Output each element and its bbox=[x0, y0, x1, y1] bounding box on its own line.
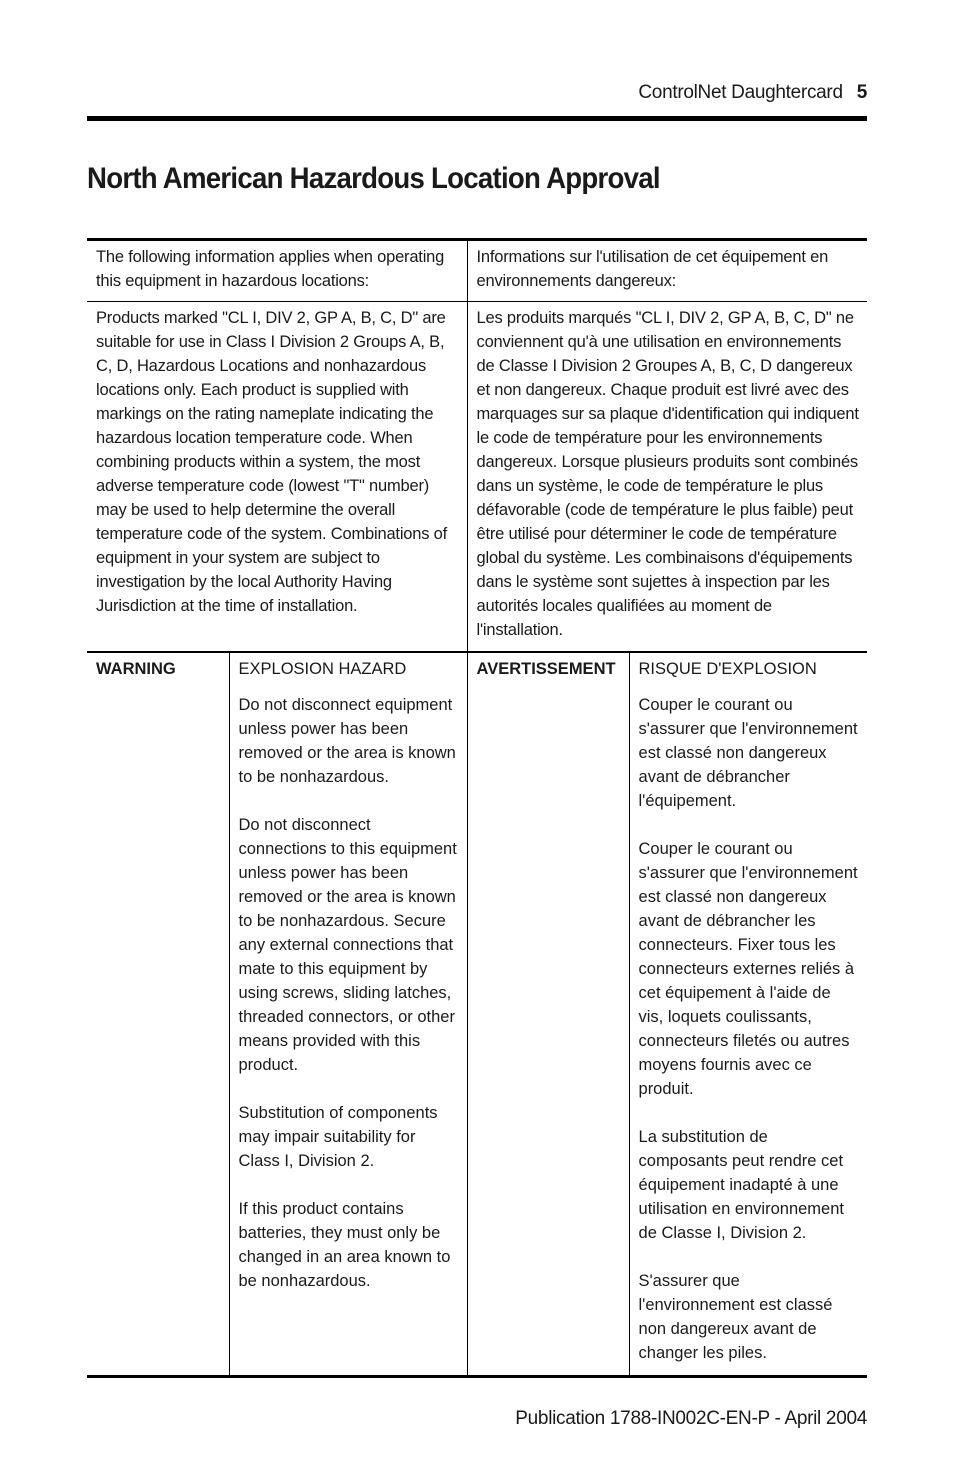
intro-en-text: The following information applies when operating this equipment in hazardous locations: bbox=[96, 248, 445, 290]
intro-en-cell bbox=[87, 240, 467, 302]
warning-paragraph: Do not disconnect connections to this equipment unless power has been removed or the area is known to be nonhazardous. Secure any external connections that mate to this equipment by using screws, sliding latches, threaded connectors, or other means provided with this product. bbox=[238, 816, 457, 1074]
warning-row bbox=[87, 652, 867, 1377]
avertissement-paragraph: Couper le courant ou s'assurer que l'environnement est classé non dangereux avant de débrancher l'équipement. bbox=[638, 696, 858, 810]
warning-label: WARNING bbox=[96, 660, 176, 678]
header-rule bbox=[87, 116, 867, 121]
approval-table bbox=[87, 238, 867, 1378]
warning-text-fr-cell bbox=[629, 652, 867, 1377]
warning-paragraph: If this product contains batteries, they must only be changed in an area known to be nonhazardous. bbox=[238, 1200, 451, 1290]
avertissement-title: RISQUE D'EXPLOSION bbox=[638, 660, 817, 678]
body-fr-text: Les produits marqués "CL I, DIV 2, GP A, B, C, D" ne conviennent qu'à une utilisation en environnements de Classe I Division 2 Groupes A, B, C, D dangereux et non dangereux. Chaque produit est livré avec des marquages sur sa plaque d'identification qui indiquent le code de température pour les environnements dangereux. Lorsque plusieurs produits sont combinés dans un système, le code de température le plus défavorable (code de température le plus faible) peut être utilisé pour déterminer le code de température global du système. Les combinaisons d'équipements dans le système sont sujettes à inspection par les autorités locales qualifiées au moment de l'installation. bbox=[476, 309, 859, 639]
body-en-text: Products marked "CL I, DIV 2, GP A, B, C, D" are suitable for use in Class I Division 2 Groups A, B, C, D, Hazardous Locations and nonhazardous locations only. Each product is supplied with markings on the rating nameplate indicating the hazardous location temperature code. When combining products within a system, the most adverse temperature code (lowest "T" number) may be used to help determine the overall temperature code of the system. Combinations of equipment in your system are subject to investigation by the local Authority Having Jurisdiction at the time of installation. bbox=[96, 309, 448, 615]
warning-title: EXPLOSION HAZARD bbox=[238, 660, 407, 678]
section-title: North American Hazardous Location Approval bbox=[87, 162, 660, 195]
warning-label-fr-cell bbox=[467, 652, 629, 1377]
body-row bbox=[87, 302, 867, 653]
warning-paragraph: Do not disconnect equipment unless power has been removed or the area is known to be nonhazardous. bbox=[238, 696, 456, 786]
intro-row bbox=[87, 240, 867, 302]
avertissement-label: AVERTISSEMENT bbox=[476, 660, 616, 678]
body-fr-cell bbox=[467, 302, 867, 653]
warning-text-en-cell bbox=[229, 652, 467, 1377]
warning-paragraph: Substitution of components may impair suitability for Class I, Division 2. bbox=[238, 1104, 438, 1170]
running-header bbox=[638, 82, 867, 104]
avertissement-paragraph: S'assurer que l'environnement est classé non dangereux avant de changer les piles. bbox=[638, 1272, 833, 1362]
avertissement-paragraph: Couper le courant ou s'assurer que l'environnement est classé non dangereux avant de débrancher les connecteurs. Fixer tous les connecteurs externes reliés à cet équipement à l'aide de vis, loquets coulissants, connecteurs filetés ou autres moyens fournis avec ce produit. bbox=[638, 840, 858, 1098]
running-title: ControlNet Daughtercard bbox=[638, 82, 843, 103]
avertissement-paragraph: La substitution de composants peut rendre cet équipement inadapté à une utilisation en environnement de Classe I, Division 2. bbox=[638, 1128, 844, 1242]
intro-fr-text: Informations sur l'utilisation de cet équipement en environnements dangereux: bbox=[476, 248, 829, 290]
publication-footer: Publication 1788-IN002C-EN-P - April 2004 bbox=[515, 1408, 867, 1429]
warning-label-en-cell bbox=[87, 652, 229, 1377]
intro-fr-cell bbox=[467, 240, 867, 302]
page-number: 5 bbox=[856, 82, 867, 103]
body-en-cell bbox=[87, 302, 467, 653]
